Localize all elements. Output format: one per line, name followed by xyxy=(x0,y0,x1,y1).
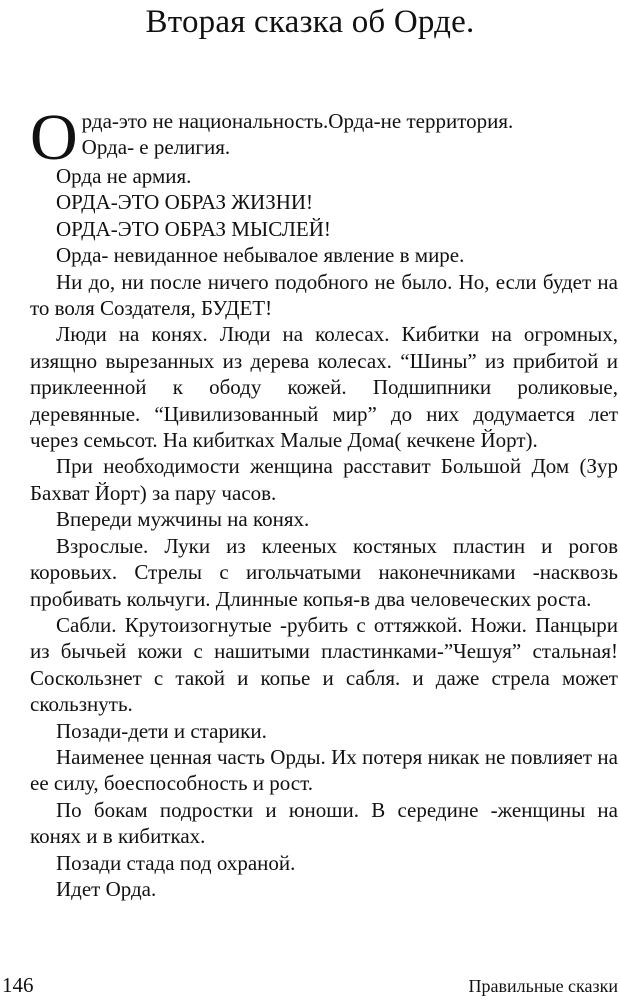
paragraph: Сабли. Крутоизогнутые -рубить с оттяжкой. Ножи. Панцыри из бычьей кожи с нашитыми пластинками-”Чешуя” стальная! Соскользнет с такой и копье и сабля. и даже стрела может скользнуть. xyxy=(30,612,618,717)
paragraph: Впереди мужчины на конях. xyxy=(56,507,310,532)
paragraph: Идет Орда. xyxy=(56,876,157,901)
paragraph: Ни до, ни после ничего подобного не было. Но, если будет на то воля Создателя, БУДЕТ! xyxy=(30,269,618,321)
paragraph: Позади-дети и старики. xyxy=(56,718,267,743)
chapter-title: Вторая сказка об Орде. xyxy=(145,4,475,40)
paragraph: Люди на конях. Люди на колесах. Кибитки на огромных, изящно вырезанных из дерева колесах. “Шины” из прибитой и приклеенной к ободу кожей. Подшипники роликовые, деревянные. “Цивилизованный мир” до них додумается лет через семьсот. На кибитках Малые Дома( кечкене Йорт). xyxy=(30,322,618,453)
page-number: 146 xyxy=(2,973,34,997)
paragraph: Наименее ценная часть Орды. Их потеря никак не повлияет на ее силу, боеспособность и рост. xyxy=(30,744,618,796)
paragraph: ОРДА-ЭТО ОБРАЗ ЖИЗНИ! xyxy=(56,190,314,215)
paragraph: Позади стада под охраной. xyxy=(56,850,296,875)
paragraph: ОРДА-ЭТО ОБРАЗ МЫСЛЕЙ! xyxy=(56,216,331,241)
body-text xyxy=(30,101,618,902)
first-paragraph-line-1: рда-это не национальность.Орда-не территория. xyxy=(81,109,514,133)
running-footer-title: Правильные сказки xyxy=(468,976,618,996)
first-paragraph-line-2: Орда- е религия. xyxy=(81,135,231,160)
paragraph: Орда- невиданное небывалое явление в мире. xyxy=(56,243,465,268)
drop-cap: О xyxy=(30,101,78,174)
first-paragraph xyxy=(30,101,618,174)
paragraph: Орда не армия. xyxy=(56,164,192,188)
paragraph: Взрослые. Луки из клееных костяных пластин и рогов коровьих. Стрелы с игольчатыми наконечниками -насквозь пробивать кольчуги. Длинные копья-в два человеческих роста. xyxy=(30,533,618,611)
paragraph: При необходимости женщина расставит Большой Дом (Зур Бахват Йорт) за пару часов. xyxy=(30,454,618,505)
paragraph: По бокам подростки и юноши. В середине -женщины на конях и в кибитках. xyxy=(30,797,618,849)
